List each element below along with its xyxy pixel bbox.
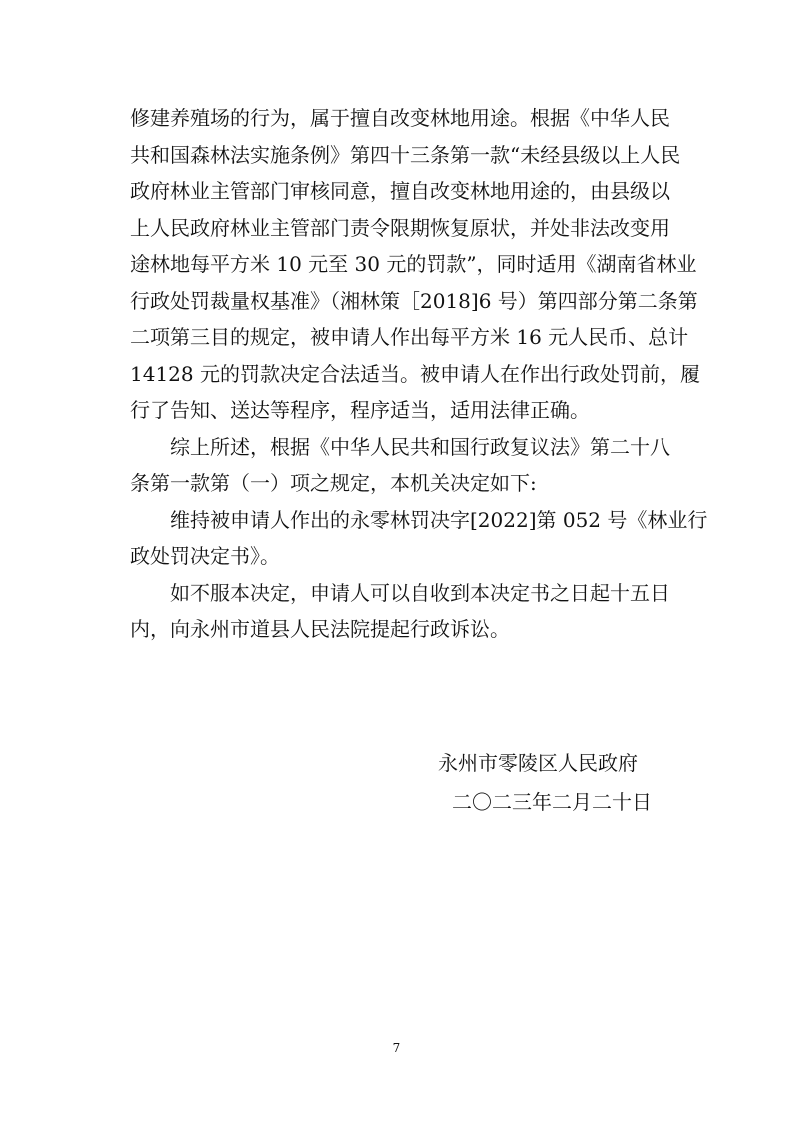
text-line: 如不服本决定，申请人可以自收到本决定书之日起十五日 bbox=[170, 580, 670, 605]
text-line: 14128 元的罚款决定合法适当。被申请人在作出行政处罚前，履 bbox=[130, 361, 700, 386]
text-line: 行了告知、送达等程序，程序适当，适用法律正确。 bbox=[130, 398, 590, 422]
text-line: 二项第三目的规定，被申请人作出每平方米 16 元人民币、总计 bbox=[130, 325, 689, 349]
page-number: 7 bbox=[392, 1041, 401, 1055]
signature-organization: 永州市零陵区人民政府 bbox=[438, 751, 638, 775]
text-line: 途林地每平方米 10 元至 30 元的罚款”，同时适用《湖南省林业 bbox=[130, 252, 697, 276]
text-line: 维持被申请人作出的永零林罚决字[2022]第 052 号《林业行 bbox=[170, 507, 708, 532]
text-line: 上人民政府林业主管部门责令限期恢复原状，并处非法改变用 bbox=[130, 215, 670, 240]
text-line: 共和国森林法实施条例》第四十三条第一款“未经县级以上人民 bbox=[130, 142, 681, 167]
text-line: 政府林业主管部门审核同意，擅自改变林地用途的，由县级以 bbox=[130, 179, 670, 203]
text-line: 内，向永州市道县人民法院提起行政诉讼。 bbox=[130, 617, 510, 641]
text-line: 条第一款第（一）项之规定，本机关决定如下: bbox=[130, 471, 537, 495]
text-line: 综上所述，根据《中华人民共和国行政复议法》第二十八 bbox=[170, 434, 670, 459]
text-line: 修建养殖场的行为，属于擅自改变林地用途。根据《中华人民 bbox=[130, 106, 670, 130]
text-line: 行政处罚裁量权基准》（湘林策［2018]6 号）第四部分第二条第 bbox=[130, 288, 698, 313]
document-body bbox=[130, 100, 708, 648]
text-line: 政处罚决定书》。 bbox=[130, 544, 280, 568]
signature-date: 二〇二三年二月二十日 bbox=[452, 790, 652, 814]
